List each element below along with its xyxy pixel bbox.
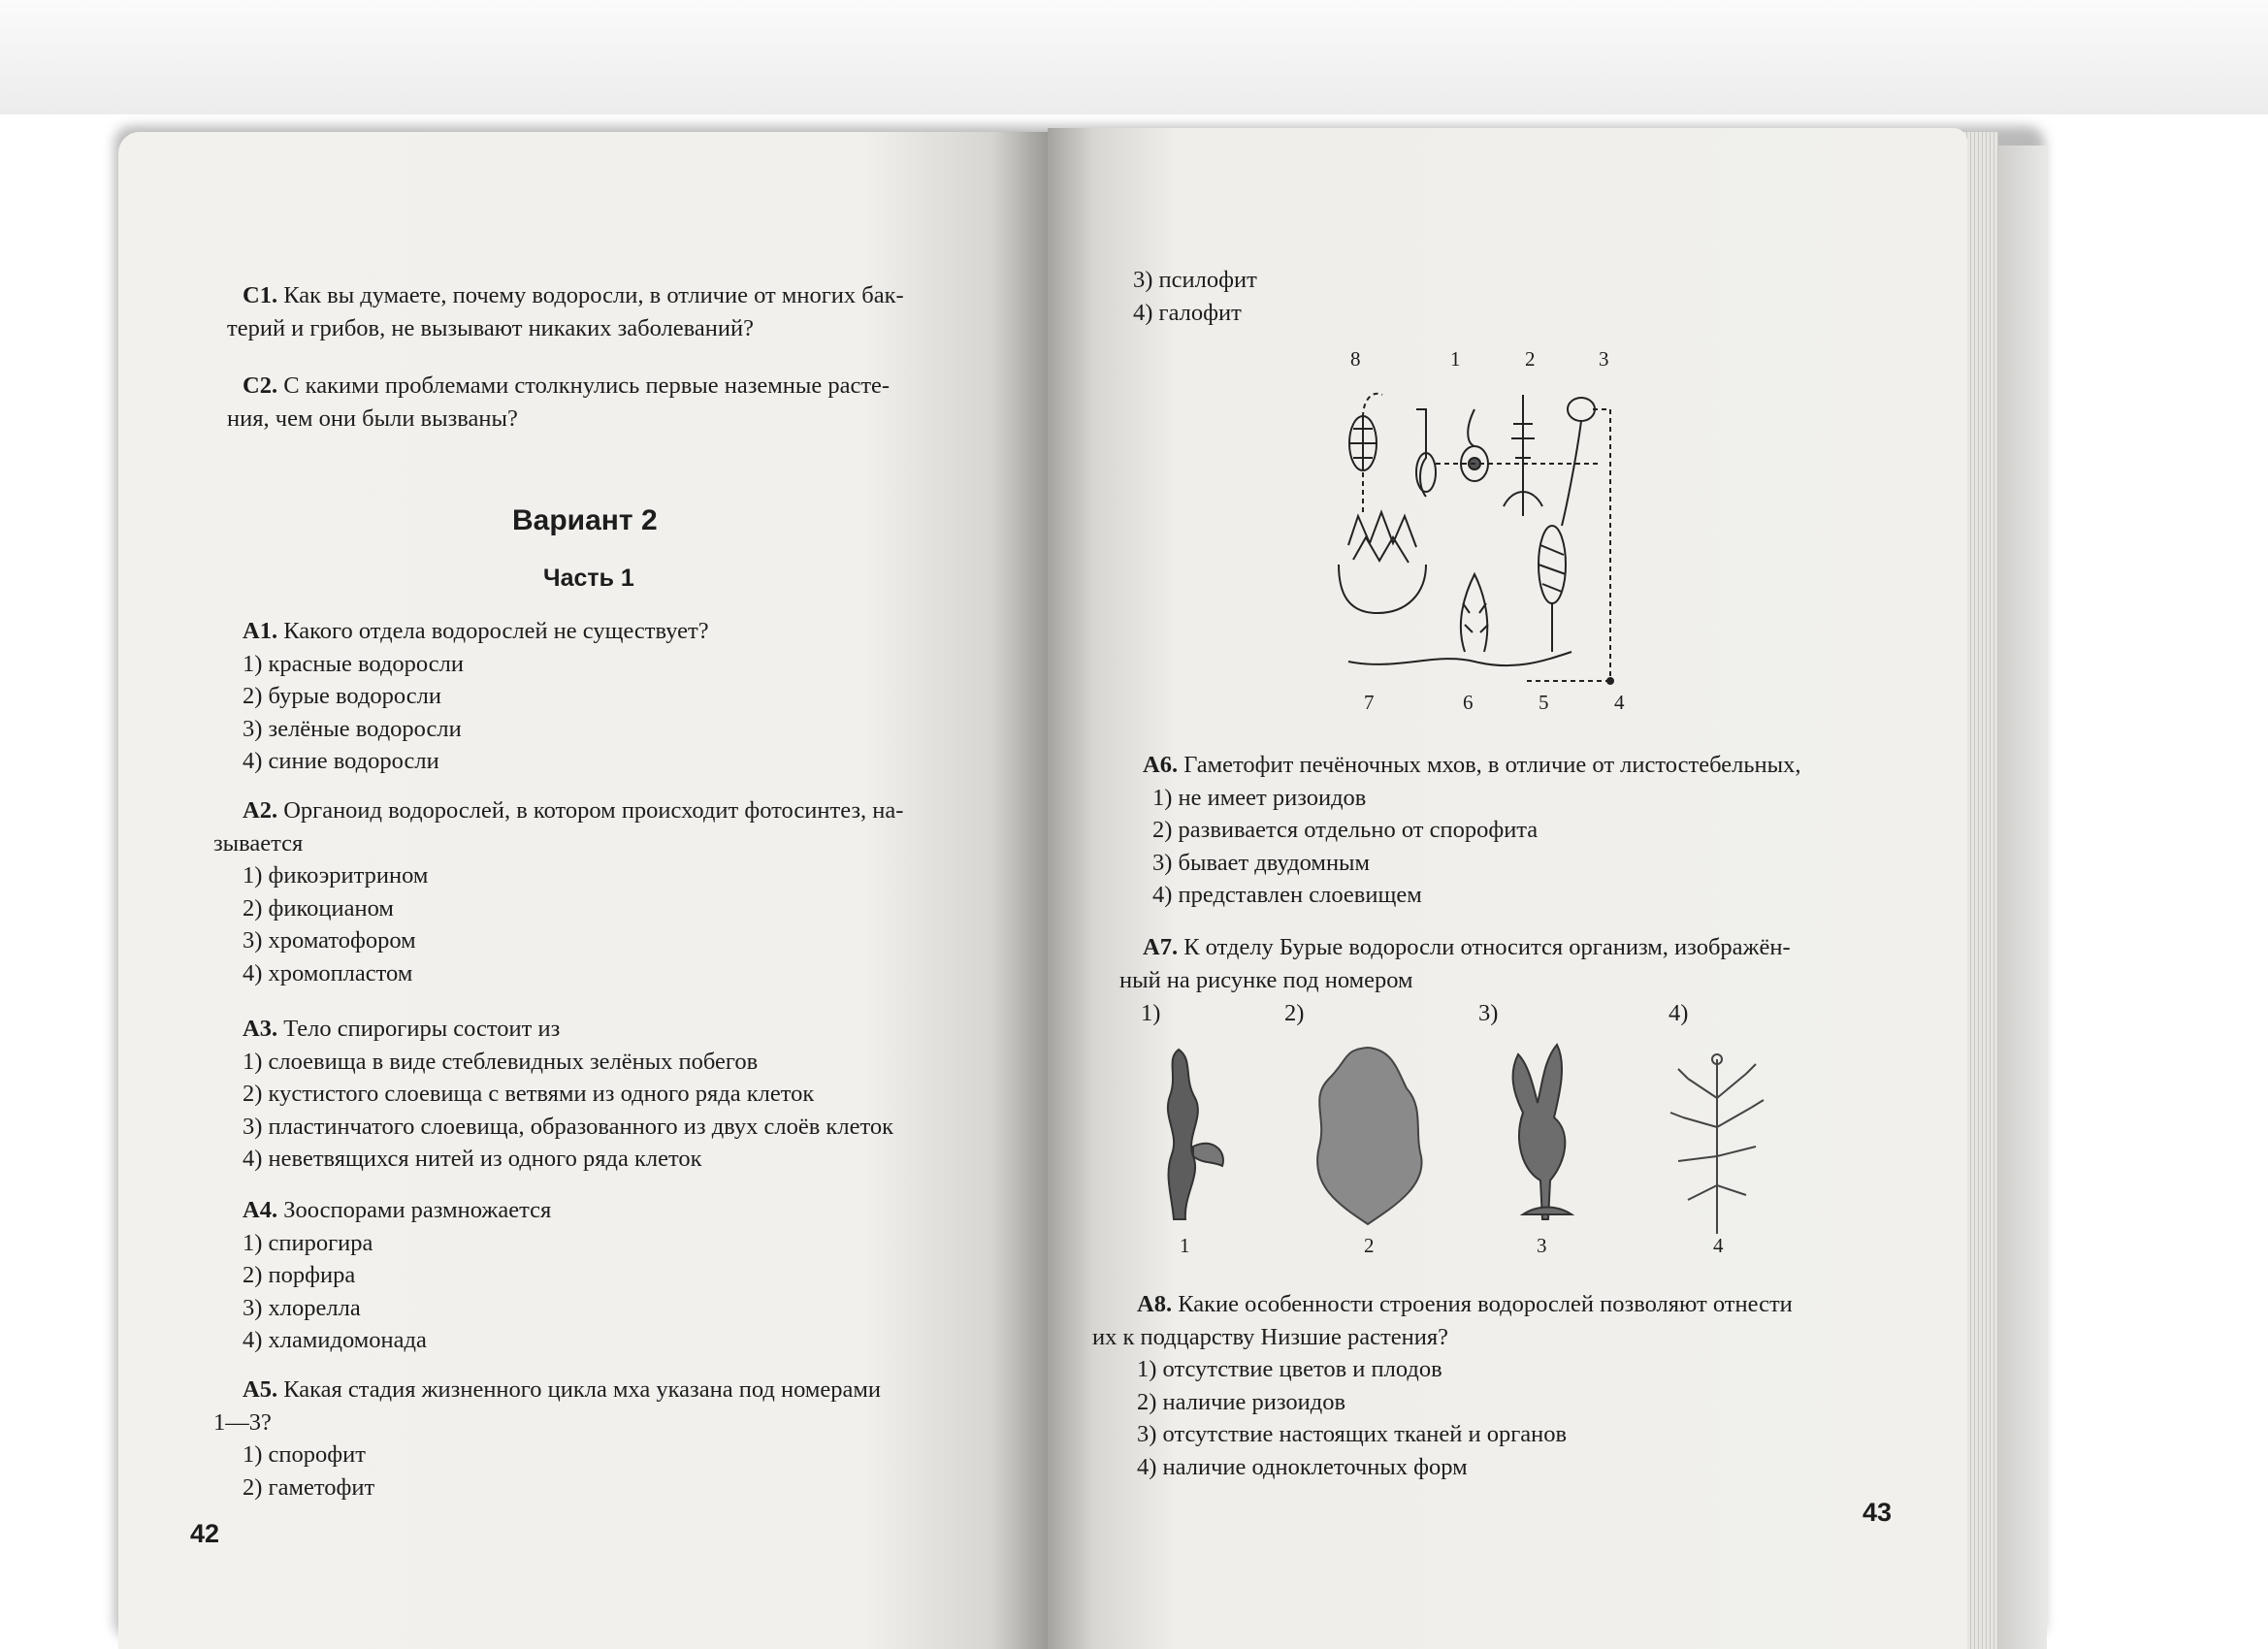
book-block-edge (1998, 146, 2047, 1649)
answer-option: 4) неветвящихся нитей из одного ряда клеток (243, 1146, 702, 1172)
question-number: А3. (243, 1016, 278, 1042)
question-number: А6. (1143, 752, 1179, 778)
algae-figure-2 (1300, 1040, 1436, 1234)
choice-label: 3) (1478, 1000, 1499, 1026)
question-number: С2. (243, 372, 278, 399)
choice-label: 2) (1284, 1000, 1305, 1026)
question-a5 (213, 1374, 1038, 1504)
diagram-label: 6 (1463, 691, 1474, 714)
scan-background (0, 0, 2268, 114)
answer-option: 2) кустистого слоевища с ветвями из одного ряда клеток (243, 1081, 815, 1107)
answer-option: 3) зелёные водоросли (243, 715, 462, 742)
variant-heading: Вариант 2 (512, 504, 658, 536)
young-shoot (1461, 574, 1487, 652)
figure-number: 1 (1180, 1234, 1190, 1257)
answer-option: 4) представлен слоевищем (1152, 882, 1422, 908)
moss-life-cycle-diagram (1319, 371, 1649, 691)
answer-option: 3) псилофит (1133, 267, 1257, 293)
part-heading: Часть 1 (543, 565, 634, 592)
question-text: Тело спирогиры состоит из (283, 1016, 561, 1042)
question-text: Какого отдела водорослей не существует? (283, 618, 709, 644)
answer-option: 1) отсутствие цветов и плодов (1137, 1356, 1442, 1382)
answer-option: 4) синие водоросли (243, 748, 439, 774)
question-text: ный на рисунке под номером (1119, 966, 1413, 993)
question-number: А4. (243, 1197, 278, 1223)
question-a1 (243, 615, 1038, 778)
answer-option: 4) хламидомонада (243, 1327, 427, 1353)
figure-number: 3 (1537, 1234, 1547, 1257)
diagram-label: 3 (1599, 347, 1609, 371)
answer-option: 3) хлорелла (243, 1294, 361, 1321)
answer-option: 1) спирогира (243, 1229, 373, 1256)
question-text: терий и грибов, не вызывают никаких заболеваний? (227, 314, 754, 341)
question-number: А1. (243, 618, 278, 644)
answer-option: 2) наличие ризоидов (1137, 1388, 1346, 1415)
question-text: их к подцарству Низшие растения? (1092, 1323, 1448, 1350)
question-c2 (227, 370, 1038, 435)
question-c1 (227, 279, 1038, 344)
answer-option: 2) порфира (243, 1262, 356, 1288)
question-text: Как вы думаете, почему водоросли, в отличие от многих бак- (283, 282, 904, 308)
sporophyte (1511, 395, 1535, 516)
question-number: А7. (1143, 934, 1179, 960)
question-a6 (1143, 749, 1967, 912)
question-a7 (1119, 931, 1967, 996)
question-text: зывается (213, 829, 304, 857)
question-text: Зооспорами размножается (283, 1197, 552, 1223)
diagram-label: 1 (1450, 347, 1461, 371)
question-a8 (1092, 1288, 1967, 1483)
question-text: Какая стадия жизненного цикла мха указана под номерами (283, 1376, 881, 1403)
choice-label: 4) (1669, 1000, 1689, 1026)
right-page (1048, 128, 1967, 1649)
moss-rosette (1339, 565, 1426, 613)
answer-option: 1) красные водоросли (243, 650, 464, 677)
spore-capsule (1568, 398, 1595, 421)
question-number: А5. (243, 1376, 278, 1403)
question-text: Какие особенности строения водорослей позволяют отнести (1178, 1291, 1793, 1317)
question-a4 (243, 1194, 1038, 1357)
question-a3 (243, 1013, 1038, 1176)
page-number: 42 (190, 1519, 220, 1548)
algae-figure-3 (1484, 1035, 1601, 1229)
question-text: ния, чем они были вызваны? (227, 404, 518, 432)
question-text: С какими проблемами столкнулись первые наземные расте- (283, 372, 891, 399)
figure-number: 4 (1713, 1234, 1724, 1257)
algae-figure-1 (1125, 1040, 1242, 1234)
question-number: С1. (243, 282, 278, 308)
figure-number: 2 (1364, 1234, 1375, 1257)
algae-figure-4 (1659, 1040, 1775, 1234)
answer-option: 3) отсутствие настоящих тканей и органов (1137, 1421, 1568, 1447)
answer-option: 3) хроматофором (243, 927, 416, 954)
answer-option: 4) хромопластом (243, 959, 413, 986)
question-a2 (213, 794, 1038, 989)
question-a5-continued (1133, 264, 1928, 329)
diagram-label: 5 (1539, 691, 1549, 714)
answer-option: 4) галофит (1133, 299, 1242, 326)
answer-option: 1) слоевища в виде стеблевидных зелёных побегов (243, 1048, 759, 1075)
question-number: А8. (1137, 1291, 1173, 1317)
diagram-label: 2 (1525, 347, 1536, 371)
answer-option: 3) бывает двудомным (1152, 849, 1371, 876)
page-number: 43 (1863, 1498, 1893, 1527)
question-text: Органоид водорослей, в котором происходит фотосинтез, на- (283, 797, 904, 824)
diagram-label: 4 (1614, 691, 1625, 714)
diagram-label: 8 (1350, 347, 1361, 371)
protonema (1348, 652, 1571, 665)
diagram-label: 7 (1364, 691, 1375, 714)
answer-option: 4) наличие одноклеточных форм (1137, 1453, 1468, 1480)
question-text: К отделу Бурые водоросли относится организм, изображён- (1183, 934, 1791, 960)
choice-label: 1) (1141, 1000, 1161, 1026)
question-text: Гаметофит печёночных мхов, в отличие от листостебельных, (1183, 752, 1801, 778)
left-page (118, 132, 1048, 1649)
question-text: 1—3? (213, 1408, 272, 1436)
answer-option: 1) фикоэритрином (243, 862, 429, 889)
answer-option: 2) гаметофит (243, 1473, 375, 1501)
answer-option: 1) не имеет ризоидов (1152, 784, 1367, 811)
answer-option: 2) развивается отдельно от спорофита (1152, 817, 1539, 843)
answer-option: 1) спорофит (243, 1441, 366, 1468)
question-number: А2. (243, 797, 278, 824)
answer-option: 2) бурые водоросли (243, 683, 442, 709)
answer-option: 2) фикоцианом (243, 894, 394, 922)
answer-option: 3) пластинчатого слоевища, образованного из двух слоёв клеток (243, 1113, 893, 1140)
